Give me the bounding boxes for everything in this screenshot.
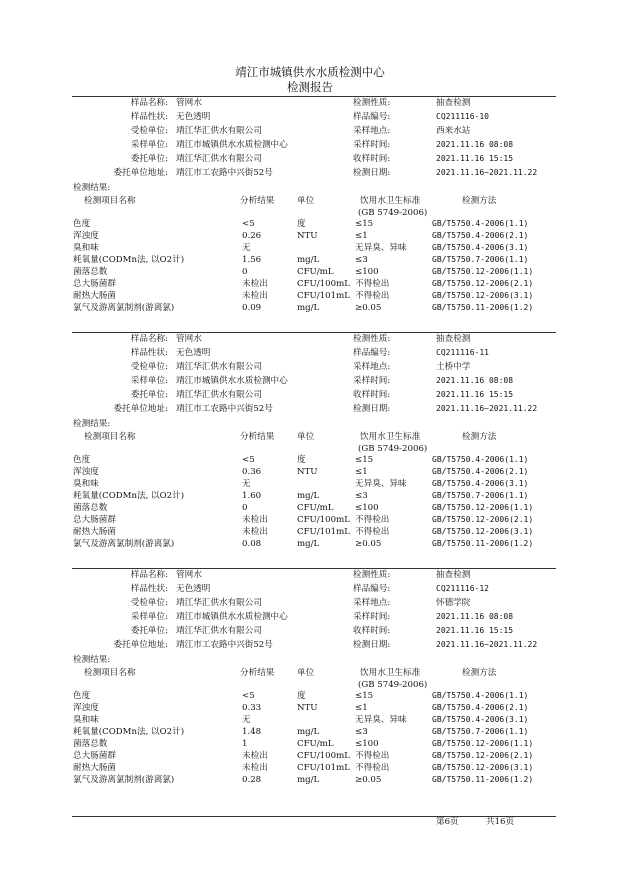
table-cell-standard: ≤15 — [355, 691, 374, 701]
table-cell-result: 1.56 — [242, 255, 262, 265]
table-cell-standard: ≤3 — [355, 255, 368, 265]
table-cell-item: 色度 — [73, 691, 91, 701]
table-cell-unit: CFU/101mL — [297, 291, 350, 301]
field-label-sample-name: 样品名称: — [130, 334, 168, 344]
field-value-sample-no: CQ211116-10 — [436, 112, 489, 121]
table-cell-item: 总大肠菌群 — [73, 515, 116, 525]
table-cell-result: 0 — [242, 267, 248, 277]
field-value-receive-time: 2021.11.16 15:15 — [436, 390, 514, 399]
table-cell-method: GB/T5750.4-2006(3.1) — [432, 715, 529, 724]
field-value-inspected-unit: 靖江华汇供水有限公司 — [176, 362, 262, 372]
table-cell-unit: mg/L — [297, 255, 320, 265]
table-cell-method: GB/T5750.12-2006(2.1) — [432, 751, 534, 760]
table-cell-method: GB/T5750.7-2006(1.1) — [432, 727, 529, 736]
table-cell-method: GB/T5750.4-2006(3.1) — [432, 243, 529, 252]
field-value-client-address: 靖江市工农路中兴街52号 — [176, 168, 273, 178]
field-value-sampling-site: 怀德学院 — [436, 598, 471, 608]
table-cell-item: 浑浊度 — [73, 467, 99, 477]
table-cell-item: 菌落总数 — [73, 267, 108, 277]
table-cell-unit: 度 — [297, 691, 306, 701]
table-cell-method: GB/T5750.12-2006(1.1) — [432, 503, 534, 512]
table-cell-method: GB/T5750.7-2006(1.1) — [432, 255, 529, 264]
table-cell-standard: 无异臭、异味 — [355, 243, 407, 253]
field-value-sampling-site: 西来水站 — [436, 126, 471, 136]
table-cell-item: 色度 — [73, 455, 91, 465]
col-header-standard: 饮用水卫生标准 — [360, 432, 421, 442]
table-cell-standard: 不得检出 — [355, 291, 390, 301]
table-cell-unit: CFU/100mL — [297, 279, 350, 289]
field-label-sample-state: 样品性状: — [130, 348, 168, 358]
table-cell-item: 总大肠菌群 — [73, 751, 116, 761]
page-total: 共16页 — [486, 817, 515, 827]
field-value-client-unit: 靖江华汇供水有限公司 — [176, 154, 262, 164]
field-value-sampling-site: 土桥中学 — [436, 362, 471, 372]
col-header-result: 分析结果 — [240, 668, 275, 678]
table-cell-standard: 不得检出 — [355, 515, 390, 525]
table-cell-result: 未检出 — [242, 763, 268, 773]
field-value-sampling-unit: 靖江市城镇供水水质检测中心 — [176, 140, 288, 150]
table-cell-unit: CFU/100mL — [297, 515, 350, 525]
table-cell-result: 无 — [242, 479, 251, 489]
table-cell-item: 耐热大肠菌 — [73, 527, 116, 537]
field-label-test-nature: 检测性质: — [353, 98, 391, 108]
field-label-sample-state: 样品性状: — [130, 112, 168, 122]
table-cell-unit: CFU/101mL — [297, 527, 350, 537]
field-label-sampling-site: 采样地点: — [353, 362, 391, 372]
field-label-client-unit: 委托单位: — [130, 626, 168, 636]
field-value-inspected-unit: 靖江华汇供水有限公司 — [176, 598, 262, 608]
report-title-line1: 靖江市城镇供水水质检测中心 — [235, 65, 385, 79]
table-cell-method: GB/T5750.11-2006(1.2) — [432, 775, 534, 784]
table-cell-method: GB/T5750.4-2006(3.1) — [432, 479, 529, 488]
table-cell-result: 0.36 — [242, 467, 262, 477]
field-value-sampling-unit: 靖江市城镇供水水质检测中心 — [176, 612, 288, 622]
table-cell-result: 0.08 — [242, 539, 262, 549]
table-cell-unit: 度 — [297, 219, 306, 229]
col-header-standard-ref: (GB 5749-2006) — [358, 680, 428, 690]
table-cell-item: 氯气及游离氯制剂(游离氯) — [73, 539, 175, 549]
results-heading: 检测结果: — [73, 183, 111, 193]
field-value-client-unit: 靖江华汇供水有限公司 — [176, 626, 262, 636]
table-cell-method: GB/T5750.11-2006(1.2) — [432, 303, 534, 312]
field-label-sample-no: 样品编号: — [353, 348, 391, 358]
field-label-sampling-time: 采样时间: — [353, 376, 391, 386]
table-cell-standard: ≤100 — [355, 267, 379, 277]
table-cell-result: 未检出 — [242, 751, 268, 761]
table-cell-result: <5 — [242, 219, 255, 229]
table-cell-standard: 无异臭、异味 — [355, 715, 407, 725]
table-cell-item: 臭和味 — [73, 243, 99, 253]
block-divider — [72, 332, 556, 333]
col-header-item: 检测项目名称 — [84, 432, 136, 442]
table-cell-unit: mg/L — [297, 539, 320, 549]
table-cell-item: 色度 — [73, 219, 91, 229]
table-cell-result: 1.48 — [242, 727, 262, 737]
table-cell-standard: ≤15 — [355, 219, 374, 229]
table-cell-unit: NTU — [297, 231, 318, 241]
table-cell-standard: ≤3 — [355, 727, 368, 737]
table-cell-item: 浑浊度 — [73, 703, 99, 713]
col-header-method: 检测方法 — [462, 432, 497, 442]
col-header-unit: 单位 — [297, 196, 315, 206]
table-cell-method: GB/T5750.12-2006(2.1) — [432, 279, 534, 288]
table-cell-item: 浑浊度 — [73, 231, 99, 241]
table-cell-result: 未检出 — [242, 527, 268, 537]
field-label-sampling-unit: 采样单位: — [130, 612, 168, 622]
table-cell-item: 臭和味 — [73, 715, 99, 725]
table-cell-standard: ≤15 — [355, 455, 374, 465]
table-cell-unit: CFU/100mL — [297, 751, 350, 761]
table-cell-unit: mg/L — [297, 727, 320, 737]
field-label-client-address: 委托单位地址: — [113, 640, 168, 650]
field-label-test-date: 检测日期: — [353, 404, 391, 414]
field-value-sampling-time: 2021.11.16 08:08 — [436, 612, 514, 621]
table-cell-method: GB/T5750.12-2006(3.1) — [432, 291, 534, 300]
table-cell-method: GB/T5750.12-2006(3.1) — [432, 527, 534, 536]
field-value-sample-name: 管网水 — [176, 334, 202, 344]
table-cell-method: GB/T5750.4-2006(2.1) — [432, 231, 529, 240]
block-divider — [72, 96, 556, 97]
table-cell-standard: ≤100 — [355, 503, 379, 513]
col-header-method: 检测方法 — [462, 668, 497, 678]
table-cell-standard: 不得检出 — [355, 527, 390, 537]
field-value-sampling-unit: 靖江市城镇供水水质检测中心 — [176, 376, 288, 386]
field-value-client-address: 靖江市工农路中兴街52号 — [176, 404, 273, 414]
field-label-sampling-unit: 采样单位: — [130, 140, 168, 150]
table-cell-result: 1.60 — [242, 491, 262, 501]
field-label-client-unit: 委托单位: — [130, 154, 168, 164]
field-label-client-unit: 委托单位: — [130, 390, 168, 400]
table-cell-method: GB/T5750.12-2006(3.1) — [432, 763, 534, 772]
table-cell-item: 耐热大肠菌 — [73, 763, 116, 773]
table-cell-standard: ≤3 — [355, 491, 368, 501]
table-cell-item: 臭和味 — [73, 479, 99, 489]
report-title-line2: 检测报告 — [287, 80, 333, 94]
table-cell-standard: ≤1 — [355, 467, 368, 477]
bottom-divider — [72, 816, 556, 817]
table-cell-result: 未检出 — [242, 515, 268, 525]
col-header-method: 检测方法 — [462, 196, 497, 206]
table-cell-method: GB/T5750.4-2006(1.1) — [432, 691, 529, 700]
field-label-sampling-time: 采样时间: — [353, 612, 391, 622]
table-cell-method: GB/T5750.12-2006(2.1) — [432, 515, 534, 524]
field-label-test-nature: 检测性质: — [353, 334, 391, 344]
field-value-inspected-unit: 靖江华汇供水有限公司 — [176, 126, 262, 136]
table-cell-item: 菌落总数 — [73, 739, 108, 749]
table-cell-unit: mg/L — [297, 491, 320, 501]
field-label-inspected-unit: 受检单位: — [130, 598, 168, 608]
table-cell-unit: CFU/mL — [297, 739, 334, 749]
field-label-sampling-unit: 采样单位: — [130, 376, 168, 386]
field-value-test-nature: 抽查检测 — [436, 98, 471, 108]
field-value-test-date: 2021.11.16~2021.11.22 — [436, 640, 538, 649]
field-value-sample-no: CQ211116-11 — [436, 348, 489, 357]
table-cell-item: 耐热大肠菌 — [73, 291, 116, 301]
table-cell-standard: ≤100 — [355, 739, 379, 749]
field-label-test-date: 检测日期: — [353, 640, 391, 650]
field-value-receive-time: 2021.11.16 15:15 — [436, 154, 514, 163]
field-label-client-address: 委托单位地址: — [113, 404, 168, 414]
field-value-test-nature: 抽查检测 — [436, 334, 471, 344]
table-cell-method: GB/T5750.12-2006(1.1) — [432, 267, 534, 276]
field-value-sampling-time: 2021.11.16 08:08 — [436, 376, 514, 385]
table-cell-unit: mg/L — [297, 775, 320, 785]
table-cell-unit: CFU/mL — [297, 503, 334, 513]
table-cell-item: 总大肠菌群 — [73, 279, 116, 289]
table-cell-result: 未检出 — [242, 291, 268, 301]
table-cell-method: GB/T5750.12-2006(1.1) — [432, 739, 534, 748]
table-cell-result: 0.33 — [242, 703, 262, 713]
table-cell-standard: ≥0.05 — [355, 775, 382, 785]
table-cell-standard: 无异臭、异味 — [355, 479, 407, 489]
field-label-receive-time: 收样时间: — [353, 390, 391, 400]
results-heading: 检测结果: — [73, 419, 111, 429]
table-cell-result: 1 — [242, 739, 248, 749]
field-label-receive-time: 收样时间: — [353, 154, 391, 164]
field-label-sample-name: 样品名称: — [130, 98, 168, 108]
table-cell-item: 菌落总数 — [73, 503, 108, 513]
table-cell-result: 0.26 — [242, 231, 262, 241]
table-cell-standard: 不得检出 — [355, 279, 390, 289]
block-divider — [72, 568, 556, 569]
field-label-test-date: 检测日期: — [353, 168, 391, 178]
table-cell-unit: CFU/mL — [297, 267, 334, 277]
results-heading: 检测结果: — [73, 655, 111, 665]
table-cell-standard: ≥0.05 — [355, 303, 382, 313]
table-cell-standard: ≥0.05 — [355, 539, 382, 549]
field-value-sample-state: 无色透明 — [176, 584, 211, 594]
field-label-client-address: 委托单位地址: — [113, 168, 168, 178]
table-cell-unit: 度 — [297, 455, 306, 465]
col-header-standard-ref: (GB 5749-2006) — [358, 444, 428, 454]
table-cell-standard: ≤1 — [355, 231, 368, 241]
field-value-sampling-time: 2021.11.16 08:08 — [436, 140, 514, 149]
table-cell-method: GB/T5750.7-2006(1.1) — [432, 491, 529, 500]
table-cell-unit: CFU/101mL — [297, 763, 350, 773]
col-header-result: 分析结果 — [240, 196, 275, 206]
table-cell-method: GB/T5750.4-2006(1.1) — [432, 219, 529, 228]
field-label-inspected-unit: 受检单位: — [130, 362, 168, 372]
table-cell-item: 氯气及游离氯制剂(游离氯) — [73, 775, 175, 785]
table-cell-result: 无 — [242, 715, 251, 725]
table-cell-method: GB/T5750.4-2006(2.1) — [432, 703, 529, 712]
table-cell-result: 0 — [242, 503, 248, 513]
table-cell-item: 耗氧量(CODMn法, 以O2计) — [73, 727, 185, 737]
table-cell-method: GB/T5750.4-2006(2.1) — [432, 467, 529, 476]
table-cell-method: GB/T5750.4-2006(1.1) — [432, 455, 529, 464]
table-cell-unit: mg/L — [297, 303, 320, 313]
field-label-sample-state: 样品性状: — [130, 584, 168, 594]
page-number: 第6页 — [436, 817, 459, 827]
field-label-sample-no: 样品编号: — [353, 112, 391, 122]
table-cell-method: GB/T5750.11-2006(1.2) — [432, 539, 534, 548]
field-value-sample-no: CQ211116-12 — [436, 584, 489, 593]
field-label-sample-no: 样品编号: — [353, 584, 391, 594]
field-value-receive-time: 2021.11.16 15:15 — [436, 626, 514, 635]
col-header-unit: 单位 — [297, 668, 315, 678]
table-cell-result: 0.09 — [242, 303, 262, 313]
field-label-sampling-site: 采样地点: — [353, 598, 391, 608]
table-cell-standard: 不得检出 — [355, 751, 390, 761]
table-cell-standard: 不得检出 — [355, 763, 390, 773]
field-label-sampling-site: 采样地点: — [353, 126, 391, 136]
field-label-receive-time: 收样时间: — [353, 626, 391, 636]
col-header-standard: 饮用水卫生标准 — [360, 196, 421, 206]
field-value-sample-name: 管网水 — [176, 570, 202, 580]
field-value-client-address: 靖江市工农路中兴街52号 — [176, 640, 273, 650]
col-header-item: 检测项目名称 — [84, 196, 136, 206]
field-label-test-nature: 检测性质: — [353, 570, 391, 580]
field-value-sample-name: 管网水 — [176, 98, 202, 108]
table-cell-unit: NTU — [297, 467, 318, 477]
table-cell-result: <5 — [242, 691, 255, 701]
field-value-sample-state: 无色透明 — [176, 348, 211, 358]
field-label-inspected-unit: 受检单位: — [130, 126, 168, 136]
table-cell-result: 未检出 — [242, 279, 268, 289]
col-header-unit: 单位 — [297, 432, 315, 442]
field-value-client-unit: 靖江华汇供水有限公司 — [176, 390, 262, 400]
field-value-test-nature: 抽查检测 — [436, 570, 471, 580]
table-cell-result: <5 — [242, 455, 255, 465]
field-value-test-date: 2021.11.16~2021.11.22 — [436, 168, 538, 177]
col-header-standard-ref: (GB 5749-2006) — [358, 208, 428, 218]
col-header-standard: 饮用水卫生标准 — [360, 668, 421, 678]
col-header-item: 检测项目名称 — [84, 668, 136, 678]
field-label-sample-name: 样品名称: — [130, 570, 168, 580]
field-value-sample-state: 无色透明 — [176, 112, 211, 122]
table-cell-standard: ≤1 — [355, 703, 368, 713]
table-cell-unit: NTU — [297, 703, 318, 713]
table-cell-item: 耗氧量(CODMn法, 以O2计) — [73, 255, 185, 265]
field-label-sampling-time: 采样时间: — [353, 140, 391, 150]
table-cell-item: 耗氧量(CODMn法, 以O2计) — [73, 491, 185, 501]
field-value-test-date: 2021.11.16~2021.11.22 — [436, 404, 538, 413]
table-cell-item: 氯气及游离氯制剂(游离氯) — [73, 303, 175, 313]
table-cell-result: 0.28 — [242, 775, 262, 785]
col-header-result: 分析结果 — [240, 432, 275, 442]
table-cell-result: 无 — [242, 243, 251, 253]
